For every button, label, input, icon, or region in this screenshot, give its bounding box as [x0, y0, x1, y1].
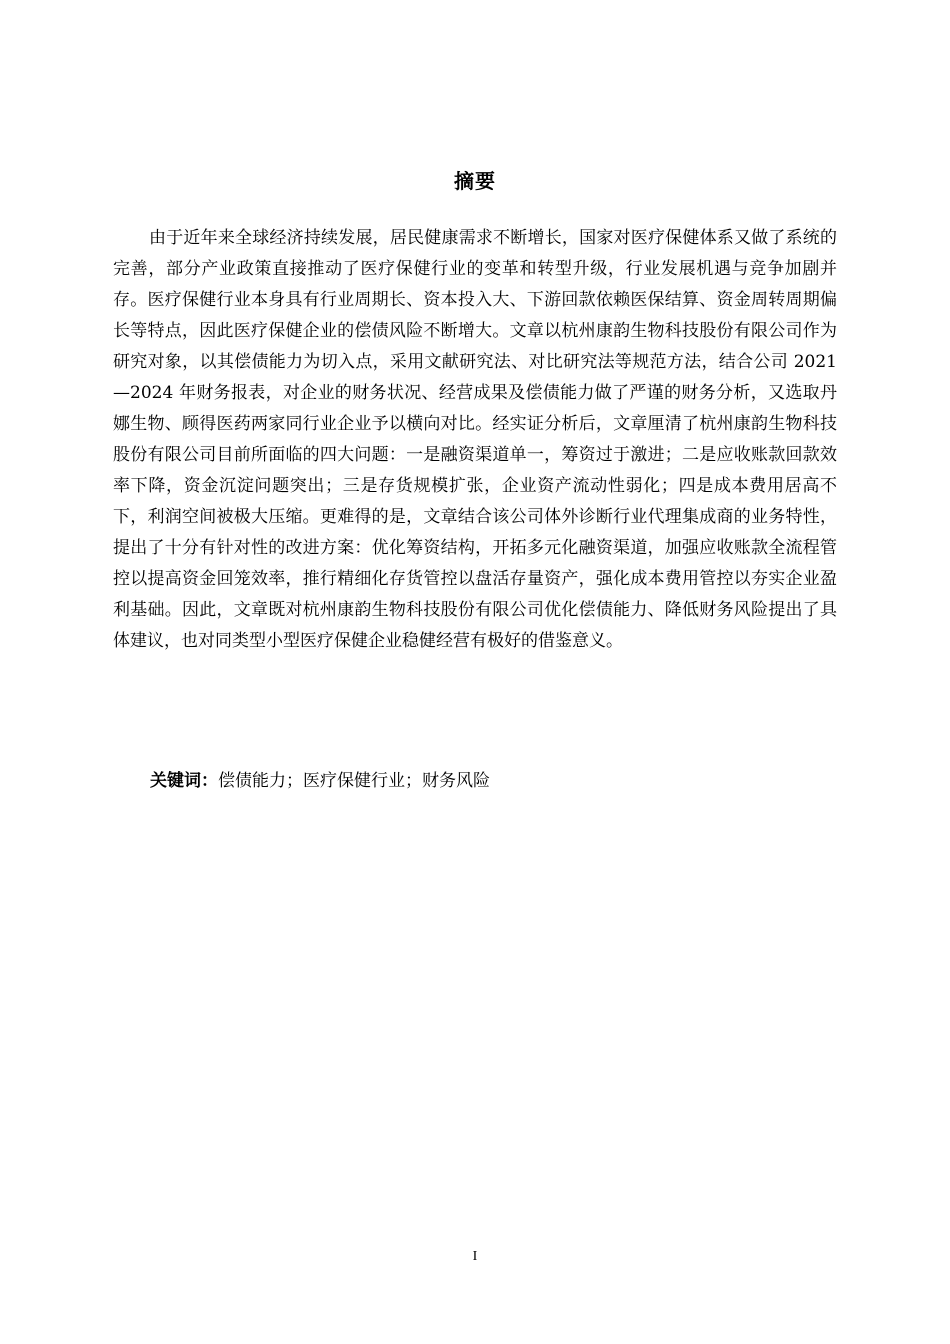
keywords-line [150, 766, 840, 797]
abstract-paragraph: 由于近年来全球经济持续发展，居民健康需求不断增长，国家对医疗保健体系又做了系统的完善，部分产业政策直接推动了医疗保健行业的变革和转型升级，行业发展机遇与竞争加剧并存。医疗保健行业本身具有行业周期长、资本投入大、下游回款依赖医保结算、资金周转周期偏长等特点，因此医疗保健企业的偿债风险不断增大。文章以杭州康韵生物科技股份有限公司作为研究对象，以其偿债能力为切入点，采用文献研究法、对比研究法等规范方法，结合公司 2021—2024 年财务报表，对企业的财务状况、经营成果及偿债能力做了严谨的财务分析，又选取丹娜生物、顾得医药两家同行业企业予以横向对比。经实证分析后，文章厘清了杭州康韵生物科技股份有限公司目前所面临的四大问题：一是融资渠道单一，筹资过于激进；二是应收账款回款效率下降，资金沉淀问题突出；三是存货规模扩张，企业资产流动性弱化；四是成本费用居高不下，利润空间被极大压缩。更难得的是，文章结合该公司体外诊断行业代理集成商的业务特性，提出了十分有针对性的改进方案：优化筹资结构，开拓多元化融资渠道，加强应收账款全流程管控以提高资金回笼效率，推行精细化存货管控以盘活存量资产，强化成本费用管控以夯实企业盈利基础。因此，文章既对杭州康韵生物科技股份有限公司优化偿债能力、降低财务风险提出了具体建议，也对同类型小型医疗保健企业稳健经营有极好的借鉴意义。 [113, 228, 837, 651]
page-title: 摘要 [454, 169, 496, 193]
keywords-text: 偿债能力；医疗保健行业；财务风险 [218, 771, 490, 791]
keywords-label: 关键词： [150, 771, 218, 791]
page-number: I [472, 1249, 478, 1264]
